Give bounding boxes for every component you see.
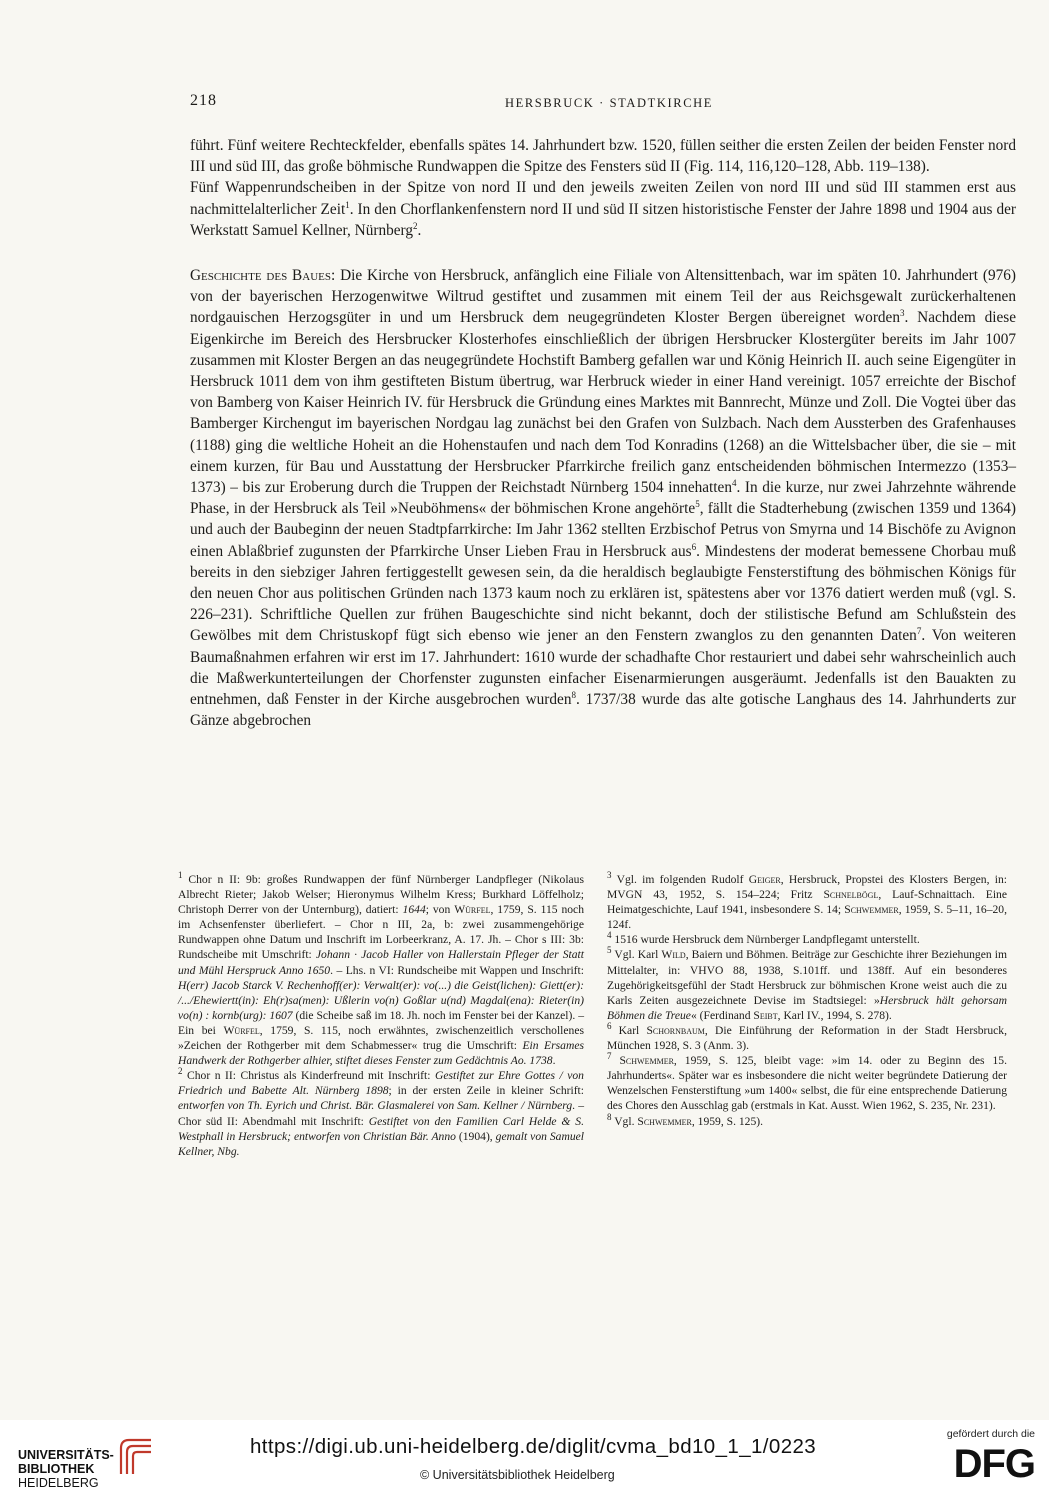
footnote-ref-5[interactable]: 5 xyxy=(695,499,700,510)
dfg-tagline: gefördert durch die xyxy=(946,1428,1035,1440)
page-number: 218 xyxy=(190,92,217,109)
footer-bar xyxy=(0,1420,1049,1495)
footnote-ref-1[interactable]: 1 xyxy=(345,199,350,210)
ub-mark-icon xyxy=(113,1434,157,1478)
ub-heidelberg-logo[interactable] xyxy=(18,1430,168,1492)
footnote-3: $^3$ Vgl. im folgenden Rudolf Geiger, Hersbruck, Propstei des Klosters Bergen, in: MVGN 43, 1952, S. 154–224; Fritz Schnelbögl, Lauf-Schnaittach. Eine Heimatgeschichte, Lauf 1941, insbesondere S. 14; Schwemmer, 1959, S. 5–11, 16–20, 124f. xyxy=(607,870,1008,932)
footnote-2: $^2$ Chor n II: Christus als Kinderfreund mit Inschrift: Gestiftet zur Ehre Gottes / von Friedrich und Babette Alt. Nürnberg 1898; in der ersten Zeile in kleiner Schrift: entworfen von Th. Eyrich und Christ. Bär. Glasmalerei von Sam. Kellner / Nürnberg. – Chor süd II: Abendmahl mit Inschrift: Gestiftet von den Familien Carl Helde & S. Westphall in Hersbruck; entworfen von Christian Bär. Anno (1904), gemalt von Samuel Kellner, Nbg. xyxy=(178,1066,585,1158)
paragraph-1: führt. Fünf weitere Rechteckfelder, ebenfalls spätes 14. Jahrhundert bzw. 1520, füllen seither die ersten Zeilen der beiden Fenster nord III und süd III, das große böhmische Rundwappen die Spitze des Fensters süd II (Fig. 114, 116,120–128, Abb. 119–138). xyxy=(190,137,1016,176)
footnote-ref-4[interactable]: 4 xyxy=(731,477,737,488)
running-head: HERSBRUCK · STADTKIRCHE xyxy=(505,96,714,110)
footnote-ref-8[interactable]: 8 xyxy=(571,689,576,700)
footnote-ref-7[interactable]: 7 xyxy=(916,626,922,637)
dfg-logo: DFG xyxy=(953,1442,1035,1486)
footnotes-right-column xyxy=(607,872,1007,1129)
copyright-notice: © Universitätsbibliothek Heidelberg xyxy=(420,1468,615,1482)
footnote-6: $^6$ Karl Schornbaum, Die Einführung der Reformation in der Stadt Hersbruck, München 1928, S. 3 (Anm. 3). xyxy=(607,1021,1007,1053)
ub-logo-text: UNIVERSITÄTS- BIBLIOTHEK HEIDELBERG xyxy=(18,1448,114,1490)
footnote-5: $^5$ Vgl. Karl Wild, Baiern und Böhmen. Beiträge zur Geschichte ihrer Beziehungen im Mittelalter, in: VHVO 88, 1938, S.101ff. und 138ff. Auf ein besonderes Zugehörigkeitsgefühl der Stadt Hersbruck zur böhmischen Krone weist auch die zu Karls Zeiten ausgezeichnete Devise im Stadtsiegel: »Hersbruck hält gehorsam Böhmen die Treue« (Ferdinand Seibt, Karl IV., 1994, S. 278). xyxy=(607,945,1007,1022)
footnote-ref-6[interactable]: 6 xyxy=(691,541,697,552)
footnote-ref-2[interactable]: 2 xyxy=(413,220,418,231)
footnote-1: $^1$ Chor n II: 9b: großes Rundwappen der fünf Nürnberger Landpfleger (Nikolaus Albrecht Rieter; Jakob Welser; Hieronymus Wilhelm Kress; Burkhard Löffelholz; Christoph Derrer von der Unternburg), datiert: 1644; von Würfel, 1759, S. 115 noch im Achsenfenster überliefert. – Chor n III, 2a, b: zwei zusammengehörige Rundwappen ohne Datum und Inschrift im Lorbeerkranz, A. 17. Jh. – Chor s III: 3b: Rundscheibe mit Umschrift: Johann · Jacob Haller von Hallerstain Pfleger der Statt und Mühl Herspruck Anno 1650. – Lhs. n VI: Rundscheibe mit Wappen und Inschrift: H(err) Jacob Starck V. Rechenhoff(er): Verwalt(er): vo(...) die Geist(lichen): Giett(er): /.../Ehewiertt(in): Eh(r)sa(men): Ußlerin vo(n) Goßlar u(nd) Magdal(ena): Rieter(in) vo(n) : kornb(urg): 1607 (die Scheibe saß im 18. Jh. noch im Fenster bei der Kanzel). – Ein bei Würfel, 1759, S. 115, noch erwähntes, zwischenzeitlich verschollenes »Zeichen der Rothgerber mit dem Schabmesser« trug die Umschrift: Ein Ersames Handwerk der Rothgerber alhier, stiftet dieses Fenster zum Gedächtnis Ao. 1738. xyxy=(178,870,585,1068)
footnote-7: $^7$ Schwemmer, 1959, S. 125, bleibt vage: »im 14. oder zu Beginn des 15. Jahrhunderts«. Später war es insbesondere die nicht weiter begründete Datierung der Wenzelschen Fensterstiftung »um 1400« selbst, die für eine entsprechende Datierung des Chores den Ausschlag gab (erstmals in Kat. Ausst. Wien 1962, S. 235, Nr. 231). xyxy=(607,1051,1008,1113)
paragraph-3: Geschichte des Baues: Die Kirche von Hersbruck, anfänglich eine Filiale von Altensittenbach, war im späten 10. Jahrhundert (976) von der bayerischen Herzogenwitwe Wiltrud gestiftet und zusammen mit einem Teil der aus Reichsgewalt zurückerhaltenen nordgauischen Herzogsgüter in und um Hersbruck dem neugegründeten Kloster Bergen übereignet worden$^3$. Nachdem diese Eigenkirche im Bereich des Hersbrucker Klosterhofes einschließlich der übrigen Hersbrucker Klostergüter bereits im Jahr 1007 zusammen mit Kloster Bergen an das neugegründete Hochstift Bamberg gefallen war und König Heinrich II. auch seine Eigengüter in Hersbruck 1011 dem von ihm gestifteten Bistum übertrug, war Herbruck wieder in einer Hand vereinigt. 1057 erreichte der Bischof von Bamberg von Kaiser Heinrich IV. für Hersbruck die Gründung eines Marktes mit Bannrecht, Münze und Zoll. Die Vogtei über das Bamberger Kirchengut im bayerischen Nordgau lag zunächst bei den Grafen von Sulzbach. Nach dem Aussterben des Grafenhauses (1188) ging die weltliche Hoheit an die Hohenstaufen und nach dem Tod Konradins (1268) an die Wittelsbacher über, die sie – mit einem kurzen, für Bau und Ausstattung der Hersbrucker Pfarrkirche freilich ganz entscheidenden böhmischen Intermezzo (1353–1373) – bis zur Eroberung durch die Truppen der Reichstadt Nürnberg 1504 innehatten$^4$. In die kurze, nur zwei Jahrzehnte währende Phase, in der Hersbruck als Teil »Neuböhmens« der böhmischen Krone angehörte$^5$, fällt die Stadterhebung (zwischen 1359 und 1364) und auch der Baubeginn der neuen Stadtpfarrkirche: Im Jahr 1362 stellten Erzbischof Petrus von Smyrna und 14 Bischöfe zu Avignon einen Ablaßbrief zugunsten der Pfarrkirche Unser Lieben Frau in Hersbruck aus$^6$. Mindestens der moderat bemessene Chorbau muß bereits in den siebziger Jahren fertiggestellt gewesen sein, da die heraldisch beglaubigte Fensterstiftung des böhmischen Königs für den neuen Chor aus politischen Gründen nach 1373 kaum noch zu erklären ist, spätestens aber vor 1376 datiert werden muß (vgl. S. 226–231). Schriftliche Quellen zur frühen Baugeschichte sind nicht bekannt, doch der stilistische Befund am Schlußstein des Gewölbes mit dem Christuskopf fügt sich ebenso wie jener an den Fenstern zwanglos zu den genannten Daten$^7$. Von weiteren Baumaßnahmen erfahren wir erst im 17. Jahrhundert: 1610 wurde der schadhafte Chor restauriert und dabei sehr wahrscheinlich auch die Maßwerkunterteilungen der Chorfenster zugunsten einfacher Eisenarmierungen ausgeräumt. Jedenfalls ist den Bauakten zu entnehmen, daß Fenster in der Kirche ausgebrochen wurden$^8$. 1737/38 wurde das alte gotische Langhaus des 14. Jahrhunderts zur Gänze abgebrochen xyxy=(190,267,1017,730)
permalink-url[interactable]: https://digi.ub.uni-heidelberg.de/diglit/cvma_bd10_1_1/0223 xyxy=(250,1435,817,1458)
footnotes-left-column xyxy=(178,872,584,1159)
footnote-ref-3[interactable]: 3 xyxy=(900,308,905,319)
section-label: Geschichte des Baues: xyxy=(190,267,336,285)
main-text xyxy=(190,135,1016,731)
footnote-8: $^8$ Vgl. Schwemmer, 1959, S. 125). xyxy=(607,1111,764,1128)
footnote-4: $^4$ 1516 wurde Hersbruck dem Nürnberger Landpflegamt unterstellt. xyxy=(607,930,920,947)
paragraph-2: Fünf Wappenrundscheiben in der Spitze von nord II und den jeweils zweiten Zeilen von nord III und süd III stammen erst aus nachmittelalterlicher Zeit$^1$. In den Chorflankenfenstern nord II und süd II sitzen historistische Fenster der Jahre 1898 und 1904 aus der Werkstatt Samuel Kellner, Nürnberg$^2$. xyxy=(190,179,1016,239)
dfg-logo-block[interactable] xyxy=(925,1428,1035,1490)
